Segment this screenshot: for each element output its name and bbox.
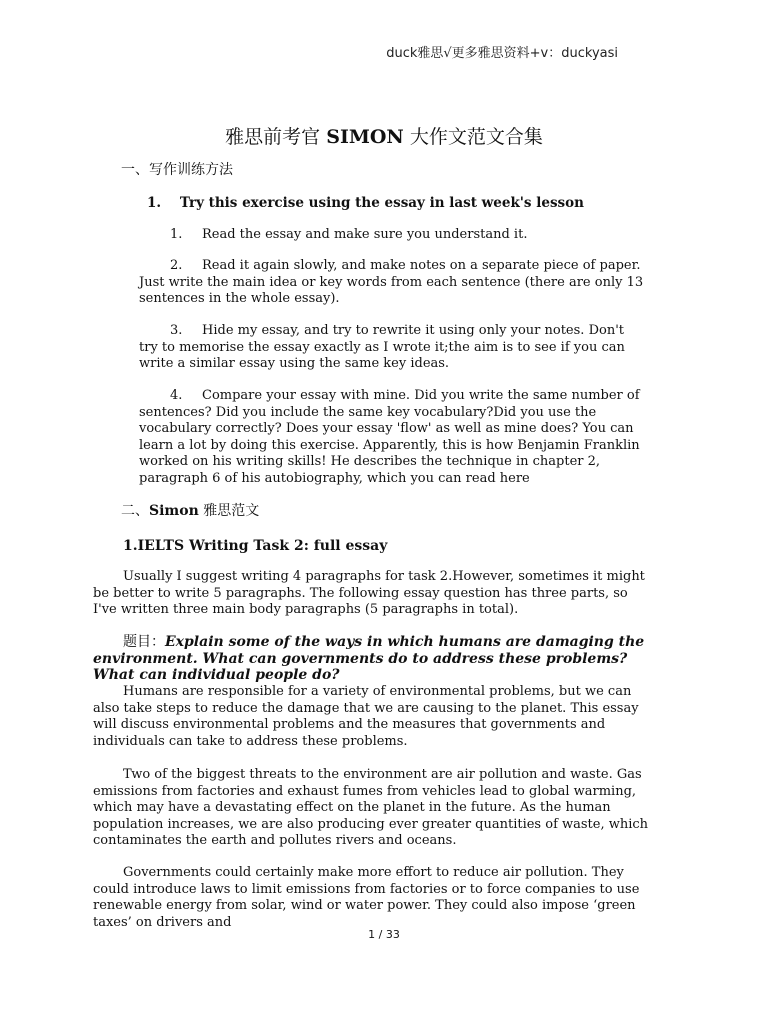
question-text: Explain some of the ways in which humans are damaging the environment. What can governments do to address these problems? What can individual people do?	[93, 634, 645, 683]
title-prefix: 雅思前考官	[225, 126, 327, 148]
essay-heading: 1.IELTS Writing Task 2: full essay	[123, 538, 388, 554]
item-number: 4.	[170, 388, 183, 403]
section-heading-1: 一、写作训练方法	[121, 162, 233, 178]
item-number: 2.	[170, 258, 183, 273]
list-item	[139, 258, 644, 308]
document-title	[0, 122, 768, 149]
question-label: 题目：	[123, 634, 165, 650]
section2-prefix: 二、	[121, 503, 149, 519]
essay-paragraph: Governments could certainly make more effort to reduce air pollution. They could introduce laws to limit emissions from factories or to force companies to use renewable energy from solar, wind or water power. They could also impose ‘green taxes’ on drivers and	[93, 865, 640, 930]
item-text: Read it again slowly, and make notes on a separate piece of paper. Just write the main idea or key words from each sentence (there are only 13 sentences in the whole essay).	[139, 258, 644, 306]
item-text: Hide my essay, and try to rewrite it using only your notes. Don't try to memorise the essay exactly as I wrote it;the aim is to see if you can write a similar essay using the same key ideas.	[139, 323, 625, 371]
title-suffix: 大作文范文合集	[403, 126, 543, 148]
title-bold: SIMON	[326, 126, 404, 148]
list-item	[139, 323, 644, 373]
item-number: 3.	[170, 323, 183, 338]
section-heading-2	[121, 503, 259, 520]
section2-suffix: 雅思范文	[198, 503, 260, 519]
item-number: 1.	[170, 227, 183, 242]
page-number: 1 / 33	[368, 928, 400, 941]
essay-paragraph: Humans are responsible for a variety of environmental problems, but we can also take steps to reduce the damage that we are causing to the planet. This essay will discuss environmental problems and the measures that governments and individuals can take to address these problems.	[93, 684, 639, 749]
page-header: duck雅思√更多雅思资料+v：duckyasi	[386, 46, 618, 61]
section2-bold: Simon	[149, 503, 199, 519]
essay-paragraph: Two of the biggest threats to the environment are air pollution and waste. Gas emissions from factories and exhaust fumes from vehicles lead to global warming, which may have a devastating effect on the planet in the future. As the human population increases, we are also producing ever greater quantities of waste, which contaminates the earth and pollutes rivers and oceans.	[93, 767, 649, 848]
exercise-heading: 1. Try this exercise using the essay in last week's lesson	[147, 195, 584, 211]
intro-paragraph: Usually I suggest writing 4 paragraphs for task 2.However, sometimes it might be better to write 5 paragraphs. The following essay question has three parts, so I've written three main body paragraphs (5 paragraphs in total).	[93, 569, 645, 617]
item-text: Read the essay and make sure you understand it.	[202, 227, 528, 242]
list-item	[139, 388, 644, 487]
list-item	[139, 227, 644, 244]
essay-question	[93, 634, 649, 684]
item-text: Compare your essay with mine. Did you write the same number of sentences? Did you include the same key vocabulary?Did you use the vocabulary correctly? Does your essay 'flow' as well as mine does? You can learn a lot by doing this exercise. Apparently, this is how Benjamin Franklin worked on his writing skills! He describes the technique in chapter 2, paragraph 6 of his autobiography, which you can read here	[139, 388, 640, 486]
